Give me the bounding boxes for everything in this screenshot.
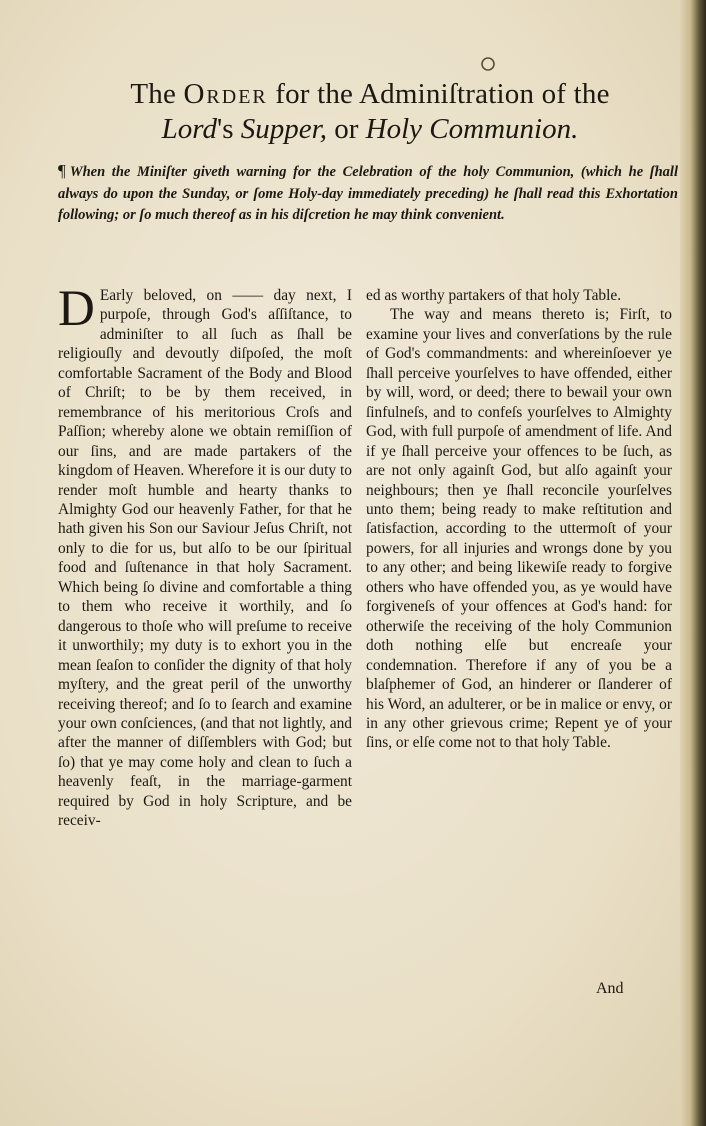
title-word-the: The [130, 78, 177, 110]
subtitle-or: or [334, 113, 359, 145]
rubric-instruction [58, 160, 678, 227]
exhortation-continuation: ed as worthy partakers of that holy Table. [366, 287, 622, 304]
pilcrow-icon: ¶ [58, 161, 66, 180]
left-column-text: Early beloved, on —— day next, I purpoſe, through God's aſſiſtance, to adminiſter to all ſuch as ſhall be religiouſly and devoutly diſpoſed, the moſt comfortable Sacrament of the Body and Blood of Chriſt; to be by them received, in remembrance of his meritorious Croſs and Paſſion; whereby alone we obtain remiſſion of our ſins, and are made partakers of the kingdom of Heaven. Wherefore it is our duty to render moſt humble and hearty thanks to Almighty God our heavenly Father, for that he hath given his Son our Saviour Jeſus Chriſt, not only to die for us, but alſo to be our ſpiritual food and ſuſtenance in that holy Sacrament. Which being ſo divine and comfortable a thing to them who receive it worthily, and ſo dangerous to thoſe who will preſume to receive it unworthily; my duty is to exhort you in the mean ſeaſon to conſider the dignity of that holy myſtery, and the great peril of the unworthy receiving thereof; and ſo to ſearch and examine your own conſciences, (and that not lightly, and after the manner of diſſemblers with God; but ſo) that ye may come holy and clean to ſuch a heavenly feaſt, in the marriage-garment required by God in holy Scripture, and be receiv- [58, 287, 352, 830]
title-rest: for the Adminiſtration of the [275, 78, 610, 110]
left-column [58, 281, 352, 831]
subtitle-apostrophe-s: 's [217, 113, 234, 145]
subtitle-lord: Lord [161, 113, 218, 145]
subtitle-holy-communion: Holy Communion. [365, 113, 579, 145]
exhortation-paragraph-1 [58, 281, 352, 831]
right-column [366, 286, 672, 753]
drop-cap: D [58, 281, 95, 337]
catchword: And [596, 980, 624, 997]
printer-mark-icon [478, 54, 498, 74]
page-gutter-edge [680, 0, 706, 1126]
page-title [40, 78, 700, 111]
page-subtitle [40, 113, 700, 146]
title-word-order: Order [183, 78, 268, 110]
rubric-text: When the Miniſter giveth warning for the Celebration of the holy Communion, (which he ſhall always do upon the Sunday, or ſome Holy-day immediately preceding) he ſhall read this Exhortation following; or ſo much thereof as in his diſcretion he may think convenient. [58, 164, 678, 223]
subtitle-supper: Supper, [240, 113, 327, 145]
exhortation-paragraph-2: The way and means thereto is; Firſt, to examine your lives and converſations by the rule of God's commandments: and whereinſoever ye ſhall perceive yourſelves to have offended, either by will, word, or deed; there to bewail your own ſinfulneſs, and to confeſs yourſelves to Almighty God, with full purpoſe of amendment of life. And if ye ſhall perceive your offences to be ſuch, as are not only againſt God, but alſo againſt your neighbours; then ye ſhall reconcile yourſelves unto them; being ready to make reſtitution and ſatisfaction, according to the uttermoſt of your powers, for all injuries and wrongs done by you to any other; and being likewiſe ready to forgive others who have offended you, as ye would have forgiveneſs of your offences at God's hand: for otherwiſe the receiving of the holy Communion doth nothing elſe but encreaſe your condemnation. Therefore if any of you be a blaſphemer of God, an hinderer or ſlanderer of his Word, an adulterer, or be in malice or envy, or in any other grievous crime; Repent ye of your ſins, or elſe come not to that holy Table. [366, 306, 672, 752]
